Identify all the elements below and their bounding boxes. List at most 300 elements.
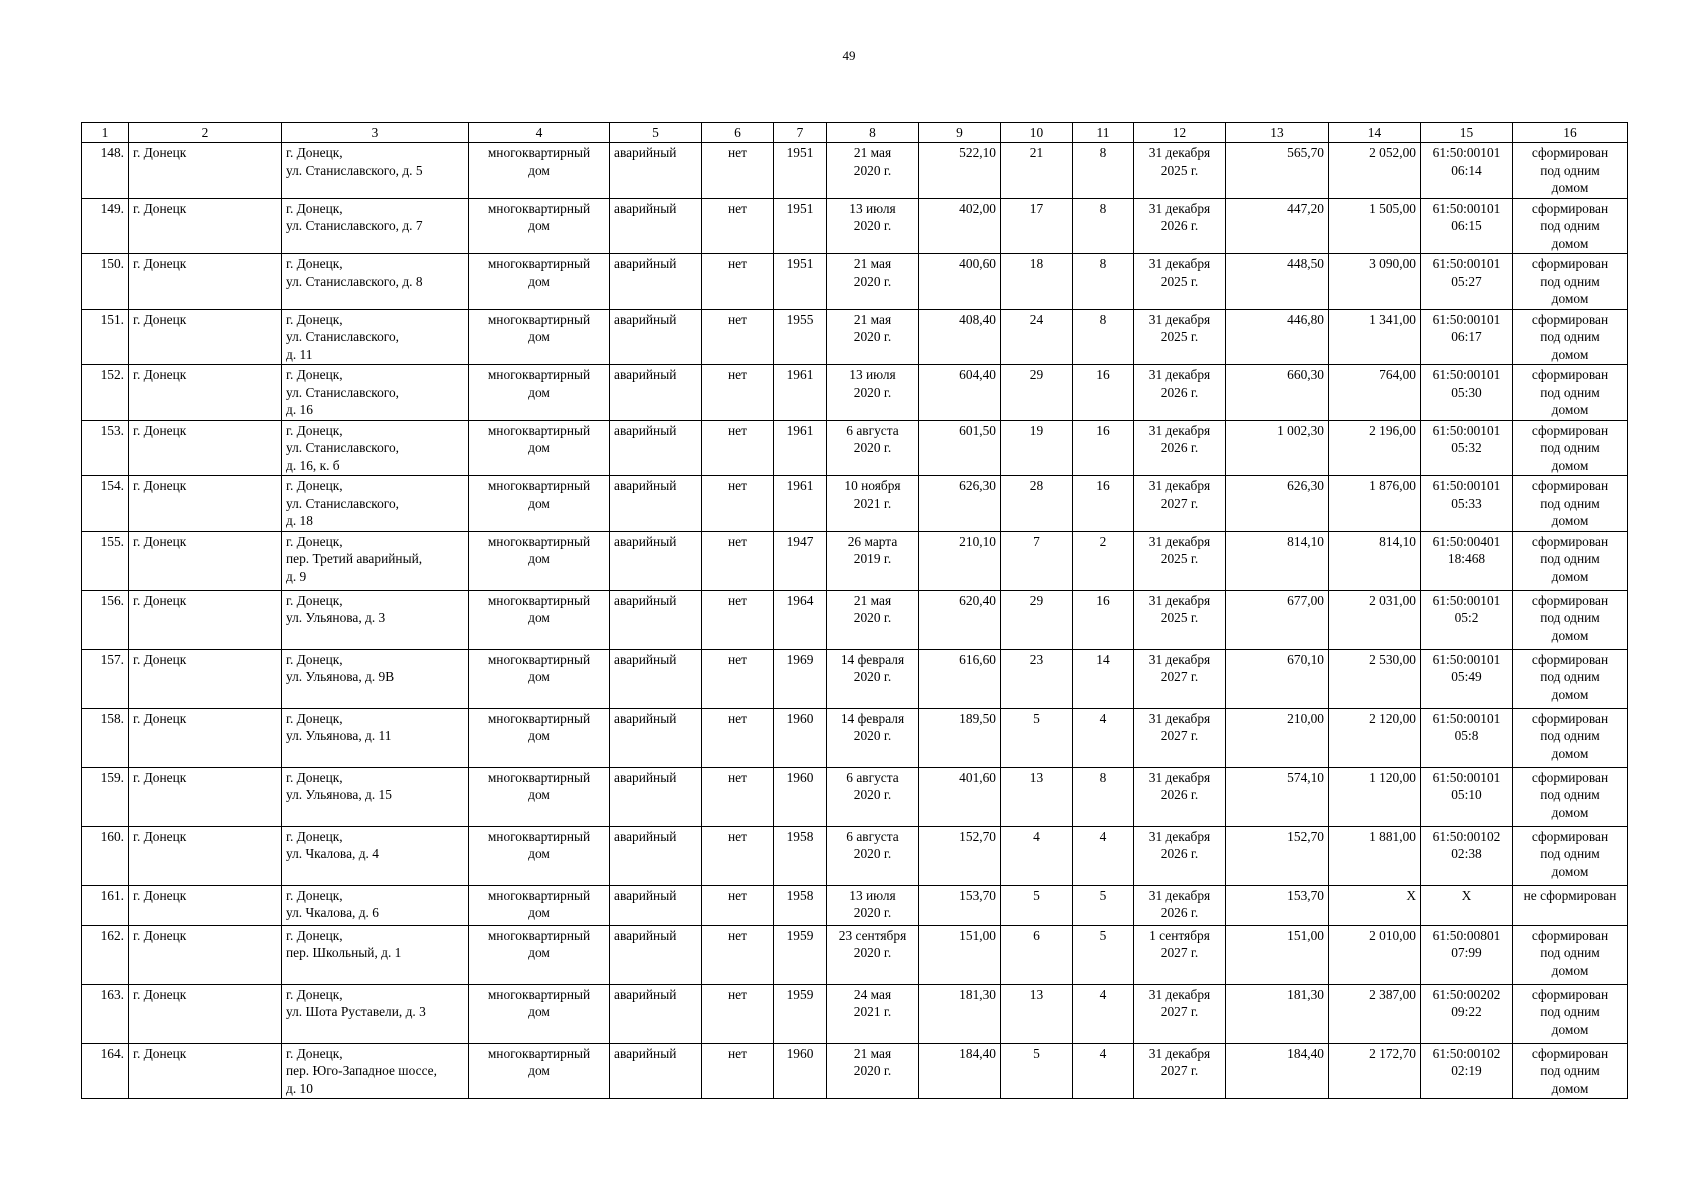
status-cell: аварийный [610,420,702,476]
recognition-date-cell: 6 августа 2020 г. [827,767,919,826]
resettlement-deadline-cell: 31 декабря 2026 г. [1134,767,1226,826]
cadastral-number-cell: 61:50:00101 05:33 [1421,476,1513,532]
residents-cell: 18 [1001,254,1073,310]
status-cell: аварийный [610,984,702,1043]
column-number-header: 16 [1513,123,1628,143]
table-body [82,143,1628,1099]
column-number-header: 15 [1421,123,1513,143]
land-area-cell: 1 881,00 [1329,826,1421,885]
apartments-cell: 4 [1073,984,1134,1043]
table-row [82,984,1628,1043]
flag-cell: нет [702,420,774,476]
settlement-cell: г. Донецк [129,1043,282,1099]
resettlement-deadline-cell: 31 декабря 2025 г. [1134,309,1226,365]
address-cell: г. Донецк, ул. Чкалова, д. 4 [282,826,469,885]
settlement-cell: г. Донецк [129,254,282,310]
address-cell: г. Донецк, пер. Третий аварийный, д. 9 [282,531,469,590]
building-type-cell: многоквартирный дом [469,476,610,532]
status-cell: аварийный [610,925,702,984]
recognition-date-cell: 21 мая 2020 г. [827,143,919,199]
row-number-cell: 154. [82,476,129,532]
total-area-cell: 448,50 [1226,254,1329,310]
year-built-cell: 1961 [774,420,827,476]
status-cell: аварийный [610,826,702,885]
area-cell: 616,60 [919,649,1001,708]
year-built-cell: 1958 [774,885,827,925]
land-area-cell: 2 172,70 [1329,1043,1421,1099]
address-cell: г. Донецк, ул. Шота Руставели, д. 3 [282,984,469,1043]
cadastral-number-cell: 61:50:00101 06:15 [1421,198,1513,254]
area-cell: 626,30 [919,476,1001,532]
total-area-cell: 446,80 [1226,309,1329,365]
table-row [82,309,1628,365]
land-plot-status-cell: сформирован под одним домом [1513,420,1628,476]
address-cell: г. Донецк, ул. Станиславского, д. 11 [282,309,469,365]
settlement-cell: г. Донецк [129,420,282,476]
area-cell: 604,40 [919,365,1001,421]
table-row [82,198,1628,254]
resettlement-deadline-cell: 31 декабря 2027 г. [1134,984,1226,1043]
table-row [82,365,1628,421]
land-plot-status-cell: сформирован под одним домом [1513,1043,1628,1099]
column-number-header: 5 [610,123,702,143]
column-number-header: 10 [1001,123,1073,143]
residents-cell: 13 [1001,984,1073,1043]
total-area-cell: 1 002,30 [1226,420,1329,476]
flag-cell: нет [702,365,774,421]
total-area-cell: 151,00 [1226,925,1329,984]
resettlement-deadline-cell: 31 декабря 2027 г. [1134,649,1226,708]
settlement-cell: г. Донецк [129,885,282,925]
year-built-cell: 1951 [774,254,827,310]
apartments-cell: 2 [1073,531,1134,590]
total-area-cell: 447,20 [1226,198,1329,254]
settlement-cell: г. Донецк [129,198,282,254]
apartments-cell: 8 [1073,143,1134,199]
address-cell: г. Донецк, ул. Станиславского, д. 16 [282,365,469,421]
building-type-cell: многоквартирный дом [469,708,610,767]
building-type-cell: многоквартирный дом [469,198,610,254]
settlement-cell: г. Донецк [129,826,282,885]
flag-cell: нет [702,143,774,199]
flag-cell: нет [702,531,774,590]
table-row [82,531,1628,590]
residents-cell: 28 [1001,476,1073,532]
flag-cell: нет [702,826,774,885]
cadastral-number-cell: 61:50:00102 02:38 [1421,826,1513,885]
page-number: 49 [842,48,856,63]
residents-cell: 19 [1001,420,1073,476]
year-built-cell: 1955 [774,309,827,365]
land-area-cell: 814,10 [1329,531,1421,590]
residents-cell: 29 [1001,590,1073,649]
column-number-header: 3 [282,123,469,143]
recognition-date-cell: 21 мая 2020 г. [827,1043,919,1099]
total-area-cell: 152,70 [1226,826,1329,885]
apartments-cell: 5 [1073,925,1134,984]
address-cell: г. Донецк, ул. Ульянова, д. 15 [282,767,469,826]
housing-registry-table [81,122,1628,1099]
table-row [82,885,1628,925]
area-cell: 408,40 [919,309,1001,365]
land-plot-status-cell: сформирован под одним домом [1513,767,1628,826]
land-plot-status-cell: сформирован под одним домом [1513,476,1628,532]
land-plot-status-cell: сформирован под одним домом [1513,925,1628,984]
column-number-header: 8 [827,123,919,143]
building-type-cell: многоквартирный дом [469,420,610,476]
address-cell: г. Донецк, ул. Станиславского, д. 16, к. б [282,420,469,476]
recognition-date-cell: 21 мая 2020 г. [827,590,919,649]
land-area-cell: 764,00 [1329,365,1421,421]
total-area-cell: 184,40 [1226,1043,1329,1099]
recognition-date-cell: 14 февраля 2020 г. [827,649,919,708]
building-type-cell: многоквартирный дом [469,1043,610,1099]
residents-cell: 5 [1001,885,1073,925]
apartments-cell: 4 [1073,708,1134,767]
table-row [82,826,1628,885]
apartments-cell: 8 [1073,254,1134,310]
year-built-cell: 1960 [774,1043,827,1099]
area-cell: 522,10 [919,143,1001,199]
apartments-cell: 4 [1073,1043,1134,1099]
recognition-date-cell: 21 мая 2020 г. [827,309,919,365]
apartments-cell: 5 [1073,885,1134,925]
settlement-cell: г. Донецк [129,925,282,984]
cadastral-number-cell: 61:50:00101 05:2 [1421,590,1513,649]
area-cell: 189,50 [919,708,1001,767]
year-built-cell: 1961 [774,476,827,532]
resettlement-deadline-cell: 31 декабря 2027 г. [1134,708,1226,767]
resettlement-deadline-cell: 31 декабря 2025 г. [1134,590,1226,649]
land-plot-status-cell: сформирован под одним домом [1513,708,1628,767]
cadastral-number-cell: 61:50:00101 05:27 [1421,254,1513,310]
land-area-cell: 2 196,00 [1329,420,1421,476]
status-cell: аварийный [610,309,702,365]
settlement-cell: г. Донецк [129,984,282,1043]
resettlement-deadline-cell: 31 декабря 2026 г. [1134,885,1226,925]
flag-cell: нет [702,767,774,826]
column-number-header-row [82,123,1628,143]
year-built-cell: 1960 [774,767,827,826]
table-row [82,254,1628,310]
flag-cell: нет [702,198,774,254]
residents-cell: 17 [1001,198,1073,254]
address-cell: г. Донецк, пер. Школьный, д. 1 [282,925,469,984]
recognition-date-cell: 13 июля 2020 г. [827,365,919,421]
column-number-header: 7 [774,123,827,143]
land-area-cell: 1 876,00 [1329,476,1421,532]
cadastral-number-cell: 61:50:00801 07:99 [1421,925,1513,984]
cadastral-number-cell: 61:50:00102 02:19 [1421,1043,1513,1099]
status-cell: аварийный [610,198,702,254]
table-row [82,925,1628,984]
apartments-cell: 16 [1073,420,1134,476]
land-plot-status-cell: не сформирован [1513,885,1628,925]
settlement-cell: г. Донецк [129,143,282,199]
area-cell: 210,10 [919,531,1001,590]
recognition-date-cell: 26 марта 2019 г. [827,531,919,590]
residents-cell: 4 [1001,826,1073,885]
cadastral-number-cell: 61:50:00101 06:17 [1421,309,1513,365]
cadastral-number-cell: 61:50:00101 05:8 [1421,708,1513,767]
table-row [82,649,1628,708]
land-area-cell: Х [1329,885,1421,925]
address-cell: г. Донецк, пер. Юго-Западное шоссе, д. 10 [282,1043,469,1099]
total-area-cell: 660,30 [1226,365,1329,421]
recognition-date-cell: 13 июля 2020 г. [827,885,919,925]
address-cell: г. Донецк, ул. Станиславского, д. 18 [282,476,469,532]
land-plot-status-cell: сформирован под одним домом [1513,531,1628,590]
table-row [82,1043,1628,1099]
land-area-cell: 2 387,00 [1329,984,1421,1043]
apartments-cell: 4 [1073,826,1134,885]
settlement-cell: г. Донецк [129,708,282,767]
year-built-cell: 1951 [774,198,827,254]
status-cell: аварийный [610,590,702,649]
apartments-cell: 16 [1073,476,1134,532]
row-number-cell: 150. [82,254,129,310]
area-cell: 151,00 [919,925,1001,984]
land-plot-status-cell: сформирован под одним домом [1513,365,1628,421]
flag-cell: нет [702,254,774,310]
status-cell: аварийный [610,531,702,590]
resettlement-deadline-cell: 31 декабря 2025 г. [1134,531,1226,590]
year-built-cell: 1964 [774,590,827,649]
recognition-date-cell: 23 сентября 2020 г. [827,925,919,984]
year-built-cell: 1951 [774,143,827,199]
table-row [82,708,1628,767]
land-area-cell: 1 341,00 [1329,309,1421,365]
address-cell: г. Донецк, ул. Чкалова, д. 6 [282,885,469,925]
row-number-cell: 151. [82,309,129,365]
building-type-cell: многоквартирный дом [469,649,610,708]
area-cell: 601,50 [919,420,1001,476]
total-area-cell: 670,10 [1226,649,1329,708]
residents-cell: 5 [1001,1043,1073,1099]
resettlement-deadline-cell: 1 сентября 2027 г. [1134,925,1226,984]
building-type-cell: многоквартирный дом [469,826,610,885]
settlement-cell: г. Донецк [129,309,282,365]
status-cell: аварийный [610,649,702,708]
building-type-cell: многоквартирный дом [469,531,610,590]
row-number-cell: 152. [82,365,129,421]
row-number-cell: 156. [82,590,129,649]
area-cell: 184,40 [919,1043,1001,1099]
row-number-cell: 163. [82,984,129,1043]
year-built-cell: 1959 [774,984,827,1043]
row-number-cell: 160. [82,826,129,885]
resettlement-deadline-cell: 31 декабря 2026 г. [1134,365,1226,421]
apartments-cell: 8 [1073,198,1134,254]
building-type-cell: многоквартирный дом [469,365,610,421]
land-plot-status-cell: сформирован под одним домом [1513,198,1628,254]
apartments-cell: 8 [1073,767,1134,826]
land-plot-status-cell: сформирован под одним домом [1513,984,1628,1043]
address-cell: г. Донецк, ул. Ульянова, д. 11 [282,708,469,767]
land-area-cell: 2 010,00 [1329,925,1421,984]
residents-cell: 29 [1001,365,1073,421]
building-type-cell: многоквартирный дом [469,767,610,826]
address-cell: г. Донецк, ул. Ульянова, д. 9В [282,649,469,708]
building-type-cell: многоквартирный дом [469,309,610,365]
land-area-cell: 2 530,00 [1329,649,1421,708]
flag-cell: нет [702,1043,774,1099]
column-number-header: 12 [1134,123,1226,143]
row-number-cell: 158. [82,708,129,767]
land-area-cell: 2 052,00 [1329,143,1421,199]
recognition-date-cell: 10 ноября 2021 г. [827,476,919,532]
land-area-cell: 2 031,00 [1329,590,1421,649]
year-built-cell: 1947 [774,531,827,590]
row-number-cell: 148. [82,143,129,199]
resettlement-deadline-cell: 31 декабря 2026 г. [1134,420,1226,476]
row-number-cell: 161. [82,885,129,925]
status-cell: аварийный [610,708,702,767]
apartments-cell: 16 [1073,590,1134,649]
land-plot-status-cell: сформирован под одним домом [1513,309,1628,365]
year-built-cell: 1961 [774,365,827,421]
table-row [82,143,1628,199]
column-number-header: 9 [919,123,1001,143]
cadastral-number-cell: 61:50:00101 05:49 [1421,649,1513,708]
recognition-date-cell: 21 мая 2020 г. [827,254,919,310]
residents-cell: 23 [1001,649,1073,708]
settlement-cell: г. Донецк [129,590,282,649]
land-plot-status-cell: сформирован под одним домом [1513,826,1628,885]
residents-cell: 13 [1001,767,1073,826]
recognition-date-cell: 6 августа 2020 г. [827,826,919,885]
row-number-cell: 159. [82,767,129,826]
cadastral-number-cell: 61:50:00101 05:32 [1421,420,1513,476]
year-built-cell: 1958 [774,826,827,885]
row-number-cell: 149. [82,198,129,254]
flag-cell: нет [702,984,774,1043]
row-number-cell: 155. [82,531,129,590]
flag-cell: нет [702,476,774,532]
status-cell: аварийный [610,143,702,199]
apartments-cell: 16 [1073,365,1134,421]
address-cell: г. Донецк, ул. Станиславского, д. 5 [282,143,469,199]
row-number-cell: 157. [82,649,129,708]
column-number-header: 14 [1329,123,1421,143]
settlement-cell: г. Донецк [129,365,282,421]
area-cell: 153,70 [919,885,1001,925]
land-area-cell: 1 505,00 [1329,198,1421,254]
cadastral-number-cell: 61:50:00101 05:30 [1421,365,1513,421]
column-number-header: 13 [1226,123,1329,143]
flag-cell: нет [702,885,774,925]
status-cell: аварийный [610,1043,702,1099]
building-type-cell: многоквартирный дом [469,984,610,1043]
resettlement-deadline-cell: 31 декабря 2027 г. [1134,1043,1226,1099]
address-cell: г. Донецк, ул. Станиславского, д. 7 [282,198,469,254]
status-cell: аварийный [610,767,702,826]
flag-cell: нет [702,649,774,708]
building-type-cell: многоквартирный дом [469,254,610,310]
row-number-cell: 164. [82,1043,129,1099]
land-area-cell: 3 090,00 [1329,254,1421,310]
year-built-cell: 1960 [774,708,827,767]
land-plot-status-cell: сформирован под одним домом [1513,590,1628,649]
total-area-cell: 181,30 [1226,984,1329,1043]
cadastral-number-cell: Х [1421,885,1513,925]
table-row [82,420,1628,476]
settlement-cell: г. Донецк [129,649,282,708]
total-area-cell: 626,30 [1226,476,1329,532]
address-cell: г. Донецк, ул. Ульянова, д. 3 [282,590,469,649]
table-row [82,590,1628,649]
resettlement-deadline-cell: 31 декабря 2026 г. [1134,198,1226,254]
year-built-cell: 1959 [774,925,827,984]
settlement-cell: г. Донецк [129,767,282,826]
land-area-cell: 2 120,00 [1329,708,1421,767]
area-cell: 402,00 [919,198,1001,254]
total-area-cell: 677,00 [1226,590,1329,649]
area-cell: 152,70 [919,826,1001,885]
cadastral-number-cell: 61:50:00401 18:468 [1421,531,1513,590]
residents-cell: 21 [1001,143,1073,199]
area-cell: 620,40 [919,590,1001,649]
total-area-cell: 153,70 [1226,885,1329,925]
recognition-date-cell: 24 мая 2021 г. [827,984,919,1043]
land-plot-status-cell: сформирован под одним домом [1513,649,1628,708]
column-number-header: 2 [129,123,282,143]
column-number-header: 11 [1073,123,1134,143]
table-row [82,767,1628,826]
cadastral-number-cell: 61:50:00101 06:14 [1421,143,1513,199]
residents-cell: 24 [1001,309,1073,365]
status-cell: аварийный [610,476,702,532]
area-cell: 401,60 [919,767,1001,826]
row-number-cell: 162. [82,925,129,984]
total-area-cell: 574,10 [1226,767,1329,826]
column-number-header: 4 [469,123,610,143]
residents-cell: 6 [1001,925,1073,984]
year-built-cell: 1969 [774,649,827,708]
recognition-date-cell: 13 июля 2020 г. [827,198,919,254]
apartments-cell: 8 [1073,309,1134,365]
column-number-header: 6 [702,123,774,143]
resettlement-deadline-cell: 31 декабря 2025 г. [1134,254,1226,310]
flag-cell: нет [702,590,774,649]
cadastral-number-cell: 61:50:00202 09:22 [1421,984,1513,1043]
flag-cell: нет [702,708,774,767]
apartments-cell: 14 [1073,649,1134,708]
settlement-cell: г. Донецк [129,531,282,590]
row-number-cell: 153. [82,420,129,476]
recognition-date-cell: 6 августа 2020 г. [827,420,919,476]
residents-cell: 7 [1001,531,1073,590]
flag-cell: нет [702,925,774,984]
total-area-cell: 210,00 [1226,708,1329,767]
total-area-cell: 565,70 [1226,143,1329,199]
building-type-cell: многоквартирный дом [469,590,610,649]
area-cell: 400,60 [919,254,1001,310]
land-area-cell: 1 120,00 [1329,767,1421,826]
resettlement-deadline-cell: 31 декабря 2027 г. [1134,476,1226,532]
land-plot-status-cell: сформирован под одним домом [1513,254,1628,310]
status-cell: аварийный [610,254,702,310]
land-plot-status-cell: сформирован под одним домом [1513,143,1628,199]
address-cell: г. Донецк, ул. Станиславского, д. 8 [282,254,469,310]
building-type-cell: многоквартирный дом [469,885,610,925]
column-number-header: 1 [82,123,129,143]
settlement-cell: г. Донецк [129,476,282,532]
area-cell: 181,30 [919,984,1001,1043]
resettlement-deadline-cell: 31 декабря 2026 г. [1134,826,1226,885]
building-type-cell: многоквартирный дом [469,925,610,984]
table-row [82,476,1628,532]
